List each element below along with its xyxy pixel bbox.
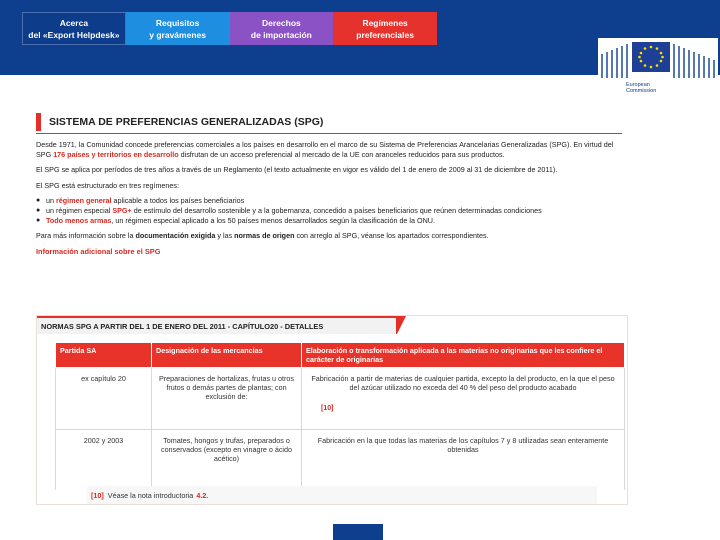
nav-tab-label-2: y gravámenes [149, 29, 206, 40]
more-info-text: Para más información sobre la [36, 231, 136, 241]
cell-processing: Fabricación a partir de materias de cualquier partida, excepto la del producto, en la que el peso del azúcar utilizado no exceda del 40 % del peso del producto acabado [302, 368, 625, 430]
rules-table [55, 342, 625, 490]
footnote [87, 486, 597, 504]
bullet-text: un [46, 196, 56, 206]
nav-tab-import-duties[interactable] [230, 12, 334, 45]
bottom-slide-tab [333, 524, 383, 540]
bullet-icon: ● [36, 216, 41, 224]
bullet-icon: ● [36, 206, 41, 214]
cell-description: Preparaciones de hortalizas, frutas u otros frutos o demás partes de plantas; con exclusión de: [152, 368, 302, 430]
more-info-text: y las [215, 231, 235, 241]
bullet-text: de estímulo del desarrollo sostenible y a la gobernanza, concedido a países beneficiarios que reúnen determinadas condiciones [131, 205, 542, 215]
section-body [36, 140, 622, 256]
nav-tab-label-2: del «Export Helpdesk» [28, 29, 120, 40]
bullet-text: aplicable a todos los países beneficiarios [111, 196, 245, 206]
cell-hs-heading: 2002 y 2003 [56, 430, 152, 490]
countries-link[interactable]: 176 países y territorios en desarrollo [53, 149, 179, 159]
list-item [36, 216, 622, 226]
more-info-text: con arreglo al SPG, véanse los apartados correspondientes. [294, 231, 489, 241]
intro-text-a: Desde 1971, la Comunidad concede preferencias comerciales a los países en desarrollo en el marco de su Sistema de Preferencias Arancelarias Generalizadas (SPG). En virtud del SPG [36, 140, 614, 159]
nav-tab-preferential-regimes[interactable] [333, 12, 437, 45]
nav-tab-label-1: Derechos [262, 17, 301, 28]
paragraph-intro [36, 140, 622, 159]
section-header [36, 110, 622, 134]
nav-tab-label-2: preferenciales [356, 29, 414, 40]
nav-tab-about[interactable] [22, 12, 126, 45]
paragraph-more-info [36, 231, 622, 241]
spg-plus-link[interactable]: SPG+ [112, 205, 132, 215]
regime-general-link[interactable]: régimen general [56, 196, 112, 206]
nav-tab-requirements[interactable] [126, 12, 230, 45]
intro-text-b: disfrutan de un acceso preferencial al mercado de la UE con aranceles reducidos para sus productos. [178, 149, 505, 159]
nav-tab-label-1: Regímenes [362, 17, 408, 28]
bullet-icon: ● [36, 197, 41, 205]
cell-processing: Fabricación en la que todas las materias de los capítulos 7 y 8 utilizadas sean enteramente obtenidas [302, 430, 625, 490]
footnote-note-link[interactable]: 4.2. [196, 490, 209, 500]
everything-but-arms-link[interactable]: Todo menos armas [46, 215, 112, 225]
footnote-reference-link[interactable]: [10] [321, 405, 334, 412]
logo-text [626, 82, 656, 94]
nav-tab-label-2: de importación [250, 29, 312, 40]
cell-description: Tomates, hongos y trufas, preparados o conservados (excepto en vinagre o ácido acético) [152, 430, 302, 490]
documentation-link[interactable]: documentación exigida [135, 231, 216, 241]
nav-tab-label-1: Acerca [59, 17, 89, 28]
header-processing: Elaboración o transformación aplicada a las materias no originarias que les confiere el carácter de originarias [302, 343, 625, 368]
bullet-text: , un régimen especial aplicado a los 50 países menos desarrollados según la clasificación de la ONU. [111, 215, 435, 225]
header-description: Designación de las mercancías [152, 343, 302, 368]
spg-rules-panel [36, 315, 628, 505]
european-commission-logo [598, 38, 720, 98]
rules-title: NORMAS SPG A PARTIR DEL 1 DE ENERO DEL 2011 - CAPÍTULO20 - DETALLES [41, 321, 324, 331]
nav-tab-label-1: Requisitos [155, 17, 200, 28]
list-item [36, 196, 622, 206]
top-navigation [22, 12, 437, 45]
table-header-row [56, 343, 625, 368]
paragraph-structure: El SPG está estructurado en tres regímenes: [36, 180, 180, 190]
bullet-text: un régimen especial [46, 205, 113, 215]
list-item [36, 206, 622, 216]
additional-info-link[interactable]: Información adicional sobre el SPG [36, 246, 161, 256]
footnote-marker: [10] [91, 490, 104, 500]
table-row [56, 368, 625, 430]
paragraph-period: El SPG se aplica por períodos de tres años a través de un Reglamento (el texto actualmente en vigor es válido del 1 de enero de 2009 al 31 de diciembre de 2011). [36, 165, 558, 175]
rules-title-bar [37, 316, 397, 334]
table-row [56, 430, 625, 490]
regimes-list [36, 196, 622, 225]
section-title: SISTEMA DE PREFERENCIAS GENERALIZADAS (SPG) [49, 115, 324, 128]
header-hs-heading: Partida SA [56, 343, 152, 368]
origin-rules-link[interactable]: normas de origen [234, 231, 295, 241]
commission-building-icon [598, 38, 718, 80]
footnote-text: Véase la nota introductoria [107, 490, 194, 500]
logo-line-2: Commission [626, 88, 657, 94]
section-accent-bar [36, 113, 41, 131]
title-bar-corner [397, 316, 406, 334]
logo-line-1: European [626, 82, 650, 88]
cell-hs-heading: ex capítulo 20 [56, 368, 152, 430]
